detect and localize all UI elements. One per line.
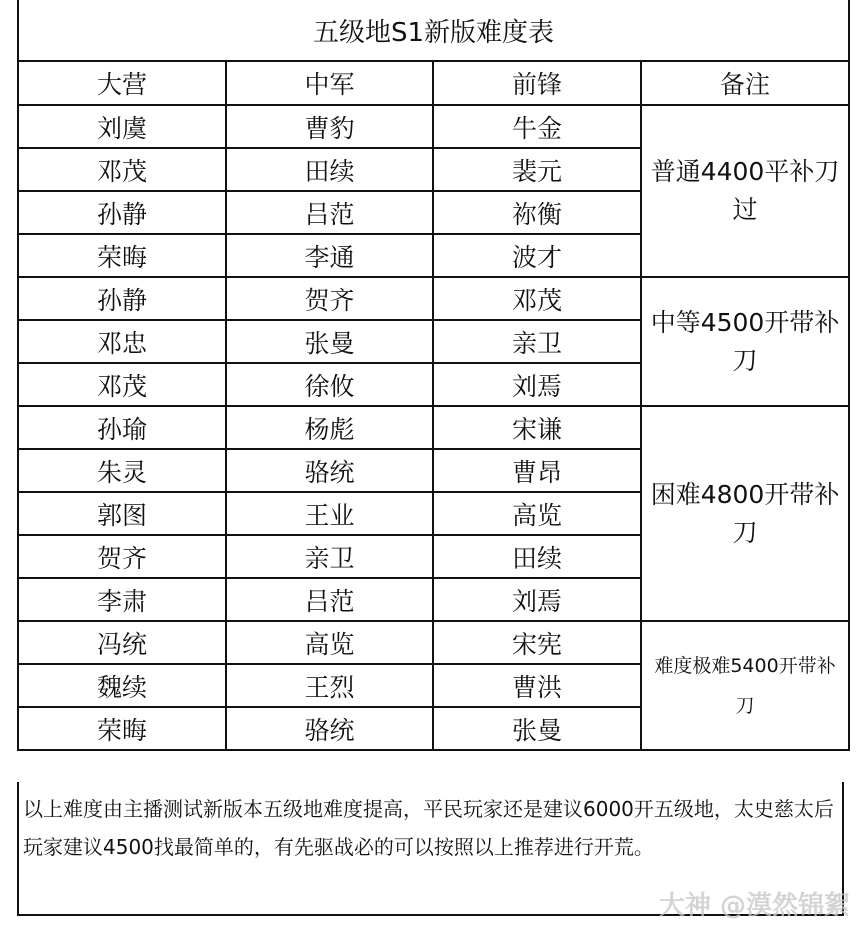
zhongjun-cell: 王业 (226, 492, 433, 535)
zhongjun-cell: 吕范 (226, 578, 433, 621)
qianfeng-cell: 曹昂 (433, 449, 641, 492)
zhongjun-cell: 张曼 (226, 320, 433, 363)
header-dayingcol: 大营 (18, 61, 226, 105)
difficulty-note-cell: 困难4800开带补刀 (641, 406, 849, 621)
qianfeng-cell: 张曼 (433, 707, 641, 750)
qianfeng-cell: 高览 (433, 492, 641, 535)
qianfeng-cell: 田续 (433, 535, 641, 578)
daying-cell: 荣晦 (18, 234, 226, 277)
table-row (18, 406, 849, 449)
daying-cell: 孙瑜 (18, 406, 226, 449)
difficulty-note-cell: 中等4500开带补刀 (641, 277, 849, 406)
qianfeng-cell: 宋谦 (433, 406, 641, 449)
zhongjun-cell: 高览 (226, 621, 433, 664)
table-row (18, 621, 849, 664)
qianfeng-cell: 裴元 (433, 148, 641, 191)
qianfeng-cell: 牛金 (433, 105, 641, 148)
daying-cell: 荣晦 (18, 707, 226, 750)
qianfeng-cell: 亲卫 (433, 320, 641, 363)
table-row (18, 105, 849, 148)
daying-cell: 邓茂 (18, 363, 226, 406)
daying-cell: 刘虞 (18, 105, 226, 148)
header-zhongjun: 中军 (226, 61, 433, 105)
qianfeng-cell: 祢衡 (433, 191, 641, 234)
qianfeng-cell: 刘焉 (433, 363, 641, 406)
zhongjun-cell: 李通 (226, 234, 433, 277)
difficulty-note-cell: 难度极难5400开带补刀 (641, 621, 849, 750)
zhongjun-cell: 贺齐 (226, 277, 433, 320)
difficulty-note-cell: 普通4400平补刀过 (641, 105, 849, 277)
watermark: 大神 @漠然锦絮 (658, 891, 850, 921)
qianfeng-cell: 刘焉 (433, 578, 641, 621)
zhongjun-cell: 徐攸 (226, 363, 433, 406)
zhongjun-cell: 杨彪 (226, 406, 433, 449)
zhongjun-cell: 骆统 (226, 707, 433, 750)
table-title: 五级地S1新版难度表 (18, 0, 849, 61)
difficulty-table (17, 0, 850, 751)
table-row (18, 277, 849, 320)
daying-cell: 邓茂 (18, 148, 226, 191)
header-row (18, 61, 849, 105)
daying-cell: 孙静 (18, 277, 226, 320)
qianfeng-cell: 波才 (433, 234, 641, 277)
daying-cell: 朱灵 (18, 449, 226, 492)
zhongjun-cell: 吕范 (226, 191, 433, 234)
zhongjun-cell: 骆统 (226, 449, 433, 492)
qianfeng-cell: 宋宪 (433, 621, 641, 664)
zhongjun-cell: 亲卫 (226, 535, 433, 578)
footer-note: 以上难度由主播测试新版本五级地难度提高，平民玩家还是建议6000开五级地，太史慈太后玩家建议4500找最简单的，有先驱战必的可以按照以上推荐进行开荒。 (17, 782, 844, 916)
daying-cell: 贺齐 (18, 535, 226, 578)
qianfeng-cell: 邓茂 (433, 277, 641, 320)
zhongjun-cell: 曹豹 (226, 105, 433, 148)
zhongjun-cell: 王烈 (226, 664, 433, 707)
difficulty-table-container (17, 0, 848, 751)
qianfeng-cell: 曹洪 (433, 664, 641, 707)
header-qianfeng: 前锋 (433, 61, 641, 105)
daying-cell: 魏续 (18, 664, 226, 707)
daying-cell: 冯统 (18, 621, 226, 664)
title-row (18, 0, 849, 61)
header-notes: 备注 (641, 61, 849, 105)
zhongjun-cell: 田续 (226, 148, 433, 191)
daying-cell: 李肃 (18, 578, 226, 621)
daying-cell: 郭图 (18, 492, 226, 535)
daying-cell: 邓忠 (18, 320, 226, 363)
daying-cell: 孙静 (18, 191, 226, 234)
